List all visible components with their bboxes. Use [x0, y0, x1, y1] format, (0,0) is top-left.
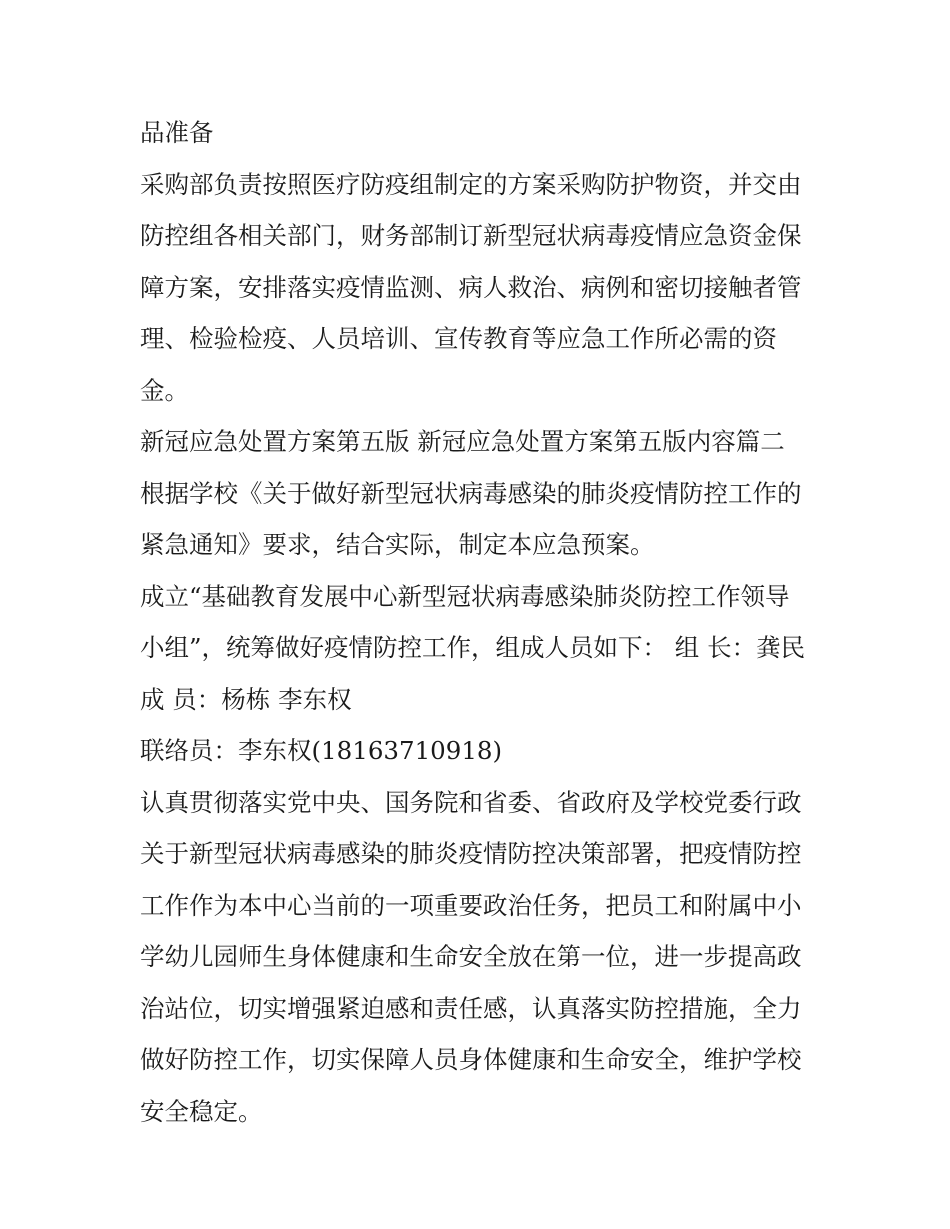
paragraph-leadership-group: [140, 571, 820, 674]
text-line: 学幼儿园师生身体健康和生命安全放在第一位，进一步提高政: [140, 942, 802, 971]
text-line: 小组”，统筹做好疫情防控工作，组成人员如下： 组 长：龚民: [140, 633, 806, 662]
text-line: 成 员：杨栋 李东权: [140, 684, 352, 714]
paragraph-procurement: [140, 159, 820, 417]
document-body: [140, 107, 820, 1137]
text-line: 联络员：李东权(18163710918): [140, 736, 503, 765]
text-line: 品准备: [140, 118, 214, 147]
text-line: 紧急通知》要求，结合实际，制定本应急预案。: [140, 530, 655, 559]
text-line: 新冠应急处置方案第五版 新冠应急处置方案第五版内容篇二: [140, 427, 785, 456]
paragraph-members: [140, 674, 820, 726]
paragraph-liaison: [140, 725, 820, 777]
paragraph-section-title: [140, 416, 820, 468]
text-line: 安全稳定。: [140, 1096, 263, 1126]
text-line: 采购部负责按照医疗防疫组制定的方案采购防护物资，并交由: [140, 169, 802, 199]
text-line: 成立“基础教育发展中心新型冠状病毒感染肺炎防控工作领导: [140, 581, 790, 611]
text-line: 金。: [140, 375, 189, 405]
paragraph-basis: [140, 468, 820, 571]
text-line: 障方案，安排落实疫情监测、病人救治、病例和密切接触者管: [140, 272, 802, 302]
text-line: 做好防控工作，切实保障人员身体健康和生命安全，维护学校: [140, 1045, 802, 1074]
text-line: 工作作为本中心当前的一项重要政治任务，把员工和附属中小: [140, 890, 802, 920]
paragraph-heading-fragment: [140, 107, 820, 159]
text-line: 认真贯彻落实党中央、国务院和省委、省政府及学校党委行政: [140, 787, 802, 817]
text-line: 理、检验检疫、人员培训、宣传教育等应急工作所必需的资: [140, 324, 777, 353]
paragraph-implementation: [140, 777, 820, 1138]
text-line: 关于新型冠状病毒感染的肺炎疫情防控决策部署，把疫情防控: [140, 839, 802, 868]
text-line: 治站位，切实增强紧迫感和责任感，认真落实防控措施，全力: [140, 993, 802, 1023]
text-line: 根据学校《关于做好新型冠状病毒感染的肺炎疫情防控工作的: [140, 478, 802, 508]
text-line: 防控组各相关部门，财务部制订新型冠状病毒疫情应急资金保: [140, 221, 802, 250]
